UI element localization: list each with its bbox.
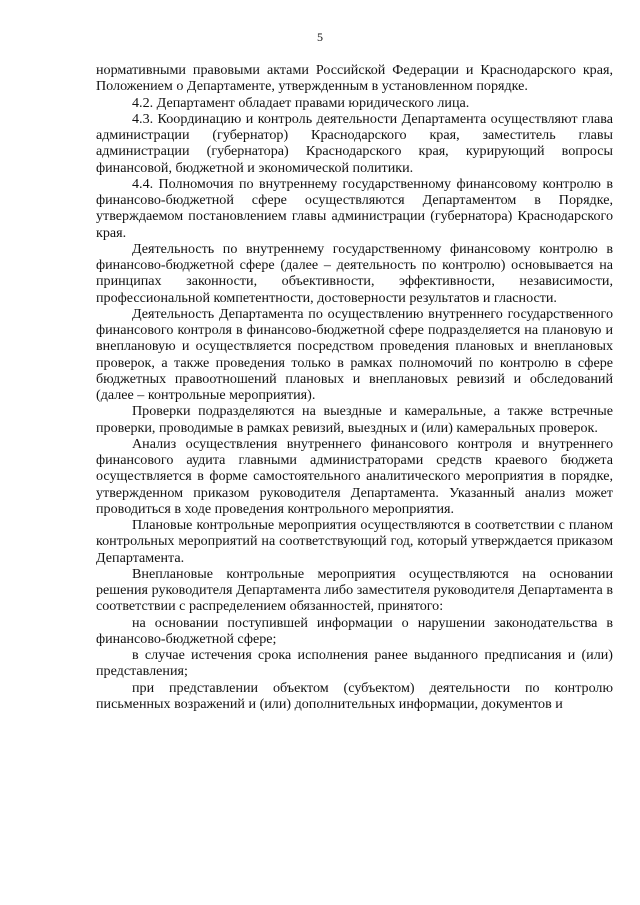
paragraph: Деятельность по внутреннему государственному финансовому контролю в финансово-бюджетной сфере (далее – деятельность по контролю) основывается на принципах законности, объективности, эффективности, независимости, профессиональной компетентности, достоверности результатов и гласности. [96,240,613,306]
page-number: 5 [317,30,323,44]
paragraph: на основании поступившей информации о нарушении законодательства в финансово-бюджетной сфере; [96,614,613,647]
paragraph: Деятельность Департамента по осуществлению внутреннего государственного финансового контроля в финансово-бюджетной сфере подразделяется на плановую и внеплановую и осуществляется посредством проведения плановых и внеплановых проверок, а также проведения только в рамках полномочий по контролю в сфере бюджетных правоотношений плановых и внеплановых ревизий и обследований (далее – контрольные мероприятия). [96,305,613,403]
paragraph: 4.3. Координацию и контроль деятельности Департамента осуществляют глава администрации (губернатор) Краснодарского края, заместитель главы администрации (губернатора) Краснодарского края, курирующий вопросы финансовой, бюджетной и экономической политики. [96,110,613,176]
paragraph: Анализ осуществления внутреннего финансового контроля и внутреннего финансового аудита главными администраторами средств краевого бюджета осуществляется в форме самостоятельного аналитического мероприятия в порядке, утвержденном приказом руководителя Департамента. Указанный анализ может проводиться в ходе проведения контрольного мероприятия. [96,435,613,517]
paragraph: 4.4. Полномочия по внутреннему государственному финансовому контролю в финансово-бюджетной сфере осуществляются Департаментом в Порядке, утверждаемом постановлением главы администрации (губернатора) Краснодарского края. [96,175,613,241]
paragraph: нормативными правовыми актами Российской Федерации и Краснодарского края, Положением о Департаменте, утвержденным в установленном порядке. [96,62,613,95]
paragraph: Внеплановые контрольные мероприятия осуществляются на основании решения руководителя Департамента либо заместителя руководителя Департамента в соответствии с распределением обязанностей, принятого: [96,565,613,615]
paragraph: 4.2. Департамент обладает правами юридического лица. [132,94,470,111]
paragraph: в случае истечения срока исполнения ранее выданного предписания и (или) представления; [96,647,613,680]
paragraph: при представлении объектом (субъектом) деятельности по контролю письменных возражений и (или) дополнительных информации, документов и [96,679,613,712]
document-body [96,62,613,712]
paragraph: Проверки подразделяются на выездные и камеральные, а также встречные проверки, проводимые в рамках ревизий, выездных и (или) камеральных проверок. [96,403,613,436]
paragraph: Плановые контрольные мероприятия осуществляются в соответствии с планом контрольных мероприятий на соответствующий год, который утверждается приказом Департамента. [96,517,613,566]
